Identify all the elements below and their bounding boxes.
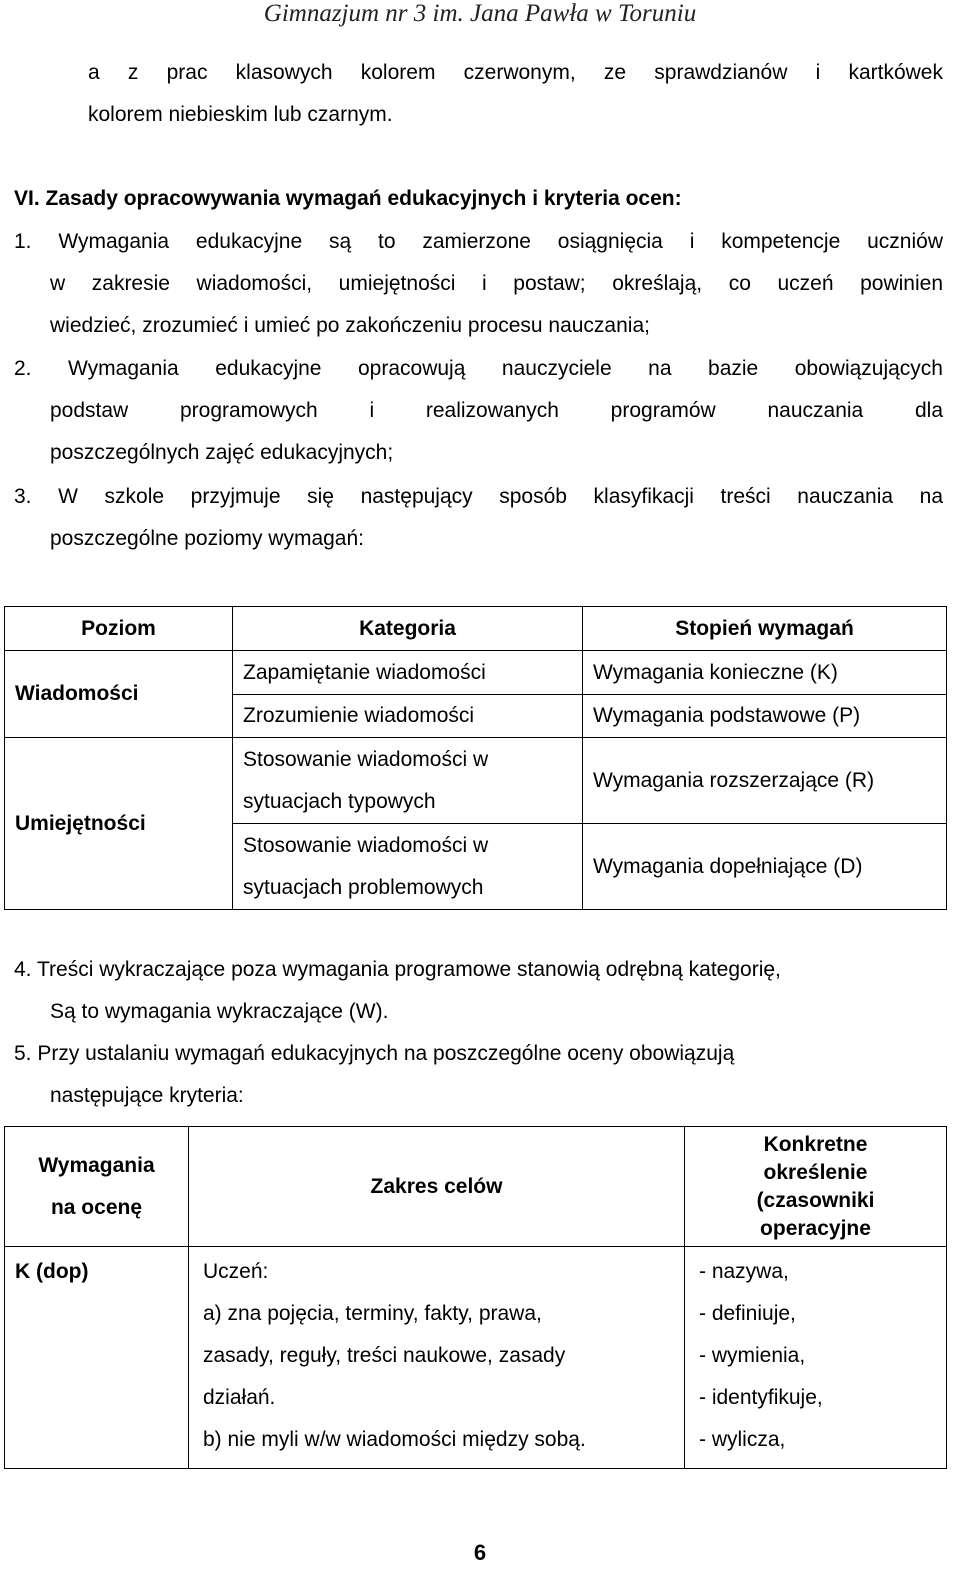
header-requirements: Wymagania na ocenę: [5, 1127, 189, 1247]
item-5-line-2: następujące kryteria:: [50, 1084, 244, 1107]
item-3: [14, 476, 943, 560]
level-skills: Umiejętności: [5, 738, 233, 910]
page-number: 6: [473, 1540, 487, 1565]
intro-line-1: a z prac klasowych kolorem czerwonym, ze sprawdzianów i kartkówek: [88, 61, 943, 84]
item-2-line-1: 2. Wymagania edukacyjne opracowują nauczyciele na bazie obowiązujących: [14, 357, 943, 380]
scope-line: zasady, reguły, treści naukowe, zasady: [203, 1344, 566, 1367]
degree-cell: Wymagania podstawowe (P): [583, 695, 947, 738]
verb-item: - nazywa,: [699, 1260, 789, 1283]
category-cell: [233, 824, 583, 910]
requirements-levels-table: [4, 606, 947, 910]
item-1-line-1: 1. Wymagania edukacyjne są to zamierzone osiągnięcia i kompetencje uczniów: [14, 230, 943, 253]
table-header-row: [5, 1127, 947, 1247]
section-title: VI. Zasady opracowywania wymagań edukacyjnych i kryteria ocen:: [14, 187, 682, 210]
header-degree: Stopień wymagań: [583, 607, 947, 651]
level-knowledge: Wiadomości: [5, 651, 233, 738]
header-category: Kategoria: [233, 607, 583, 651]
scope-line: a) zna pojęcia, terminy, fakty, prawa,: [203, 1302, 542, 1325]
verb-item: - wymienia,: [699, 1344, 806, 1367]
header-level: Poziom: [5, 607, 233, 651]
item-5-line-1: 5. Przy ustalaniu wymagań edukacyjnych na poszczególne oceny obowiązują: [14, 1042, 735, 1065]
degree-cell: Wymagania konieczne (K): [583, 651, 947, 695]
item-5: [14, 1033, 943, 1117]
item-1-line-3: wiedzieć, zrozumieć i umieć po zakończeniu procesu nauczania;: [50, 314, 650, 337]
verb-item: - definiuje,: [699, 1302, 796, 1325]
category-line: Stosowanie wiadomości w: [243, 747, 489, 771]
table-row: [5, 738, 947, 824]
item-4-line-1: 4. Treści wykraczające poza wymagania programowe stanowią odrębną kategorię,: [14, 958, 781, 981]
intro-paragraph: [88, 52, 943, 136]
intro-line-2: kolorem niebieskim lub czarnym.: [88, 103, 393, 126]
category-line: sytuacjach problemowych: [243, 875, 484, 899]
scope-line: działań.: [203, 1386, 276, 1409]
scope-cell: [189, 1247, 685, 1469]
header-operational-verbs: Konkretne określenie (czasowniki operacyjne: [685, 1127, 947, 1247]
scope-line: Uczeń:: [203, 1260, 269, 1283]
item-4: [14, 949, 943, 1033]
verbs-cell: [685, 1247, 947, 1469]
item-2-line-2: podstaw programowych i realizowanych programów nauczania dla: [50, 399, 943, 422]
category-cell: [233, 738, 583, 824]
grade-cell: K (dop): [5, 1247, 189, 1469]
category-line: Stosowanie wiadomości w: [243, 833, 489, 857]
page-header: Gimnazjum nr 3 im. Jana Pawła w Toruniu: [263, 0, 697, 27]
verb-item: - wylicza,: [699, 1428, 786, 1451]
category-cell: Zrozumienie wiadomości: [233, 695, 583, 738]
category-cell: Zapamiętanie wiadomości: [233, 651, 583, 695]
verb-item: - identyfikuje,: [699, 1386, 823, 1409]
item-1-line-2: w zakresie wiadomości, umiejętności i postaw; określają, co uczeń powinien: [50, 272, 943, 295]
grade-criteria-table: [4, 1126, 947, 1469]
table-header-row: [5, 607, 947, 651]
item-3-line-1: 3. W szkole przyjmuje się następujący sposób klasyfikacji treści nauczania na: [14, 485, 943, 508]
item-1: [14, 221, 943, 347]
degree-cell: Wymagania dopełniające (D): [583, 824, 947, 910]
item-2-line-3: poszczególnych zajęć edukacyjnych;: [50, 441, 394, 464]
table-row: [5, 651, 947, 695]
table-row: [5, 1247, 947, 1469]
scope-line: b) nie myli w/w wiadomości między sobą.: [203, 1428, 586, 1451]
item-4-line-2: Są to wymagania wykraczające (W).: [50, 1000, 389, 1023]
category-line: sytuacjach typowych: [243, 789, 436, 813]
degree-cell: Wymagania rozszerzające (R): [583, 738, 947, 824]
header-scope: Zakres celów: [189, 1127, 685, 1247]
item-2: [14, 348, 943, 474]
item-3-line-2: poszczególne poziomy wymagań:: [50, 527, 364, 550]
